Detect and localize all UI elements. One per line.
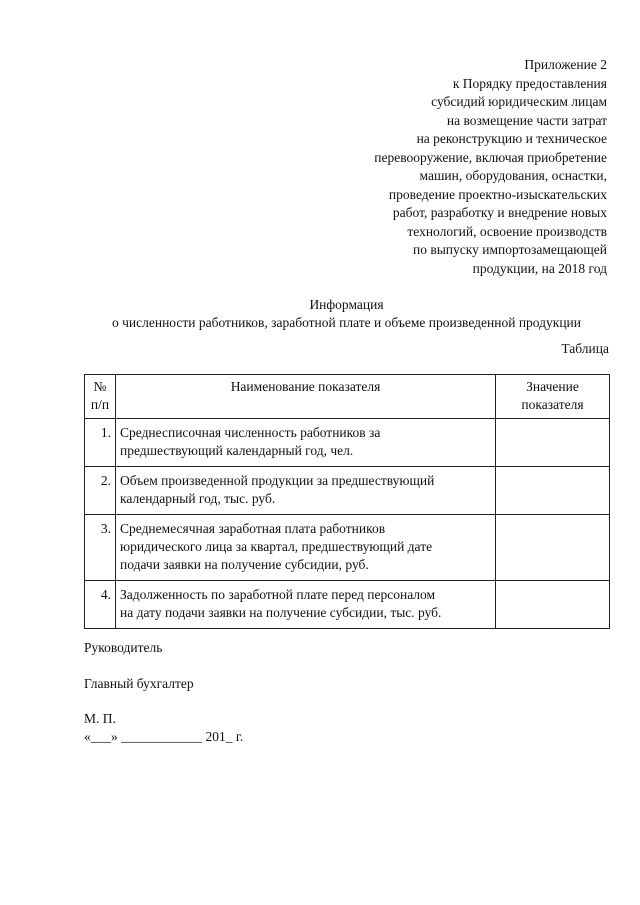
indicator-line: Объем произведенной продукции за предшествующий: [120, 473, 435, 488]
stamp-place: М. П.: [84, 711, 116, 726]
row-number: 4.: [85, 581, 116, 629]
table-row: [85, 581, 610, 629]
row-indicator-name: [116, 467, 496, 515]
row-number: 3.: [85, 515, 116, 581]
row-value-cell[interactable]: [496, 419, 610, 467]
indicator-line: календарный год, тыс. руб.: [120, 491, 276, 506]
indicator-line: Среднесписочная численность работников за: [120, 425, 381, 440]
appendix-line: на реконструкцию и техническое: [416, 131, 607, 146]
header-num: [85, 375, 116, 419]
header-num-line: п/п: [90, 397, 110, 412]
signature-head: Руководитель: [84, 640, 163, 655]
appendix-line: технологий, освоение производств: [407, 223, 607, 239]
row-number: 1.: [85, 419, 116, 467]
header-value-line: Значение: [526, 379, 579, 394]
indicator-line: Задолженность по заработной плате перед персоналом: [120, 587, 436, 602]
row-number: 2.: [85, 467, 116, 515]
table-label: Таблица: [561, 341, 609, 356]
header-value-line: показателя: [521, 397, 584, 412]
row-value-cell[interactable]: [496, 467, 610, 515]
table-header-row: [85, 375, 610, 419]
table-row: [85, 419, 610, 467]
header-value: [496, 375, 610, 419]
indicator-line: Среднемесячная заработная плата работников: [120, 521, 386, 536]
document-title: [84, 296, 609, 332]
appendix-line: субсидий юридическим лицам: [431, 94, 607, 109]
appendix-line: Приложение 2: [524, 57, 607, 72]
appendix-line: к Порядку предоставления: [452, 75, 607, 91]
appendix-line: работ, разработку и внедрение новых: [392, 205, 607, 220]
table-row: [85, 467, 610, 515]
indicator-line: юридического лица за квартал, предшествующий дате: [120, 539, 433, 554]
appendix-line: перевооружение, включая приобретение: [374, 149, 607, 165]
row-indicator-name: [116, 515, 496, 581]
signature-accountant: Главный бухгалтер: [84, 676, 194, 691]
appendix-line: проведение проектно-изыскательских: [388, 186, 607, 202]
header-num-line: №: [93, 379, 107, 394]
indicator-line: подачи заявки на получение субсидии, руб.: [120, 557, 369, 572]
info-table: [84, 374, 610, 629]
appendix-line: по выпуску импортозамещающей: [413, 242, 607, 257]
header-name: Наименование показателя: [116, 375, 496, 419]
appendix-line: продукции, на 2018 год: [472, 260, 607, 276]
row-value-cell[interactable]: [496, 515, 610, 581]
indicator-line: предшествующий календарный год, чел.: [120, 443, 354, 458]
indicator-line: на дату подачи заявки на получение субсидии, тыс. руб.: [120, 605, 442, 620]
appendix-block: [287, 56, 607, 278]
row-value-cell[interactable]: [496, 581, 610, 629]
table-row: [85, 515, 610, 581]
row-indicator-name: [116, 581, 496, 629]
title-line-1: Информация: [309, 297, 384, 312]
appendix-line: на возмещение части затрат: [446, 112, 607, 128]
title-line-2: о численности работников, заработной плате и объеме произведенной продукции: [111, 315, 582, 330]
row-indicator-name: [116, 419, 496, 467]
date-line: «___» ____________ 201_ г.: [84, 729, 244, 744]
appendix-line: машин, оборудования, оснастки,: [419, 168, 607, 183]
